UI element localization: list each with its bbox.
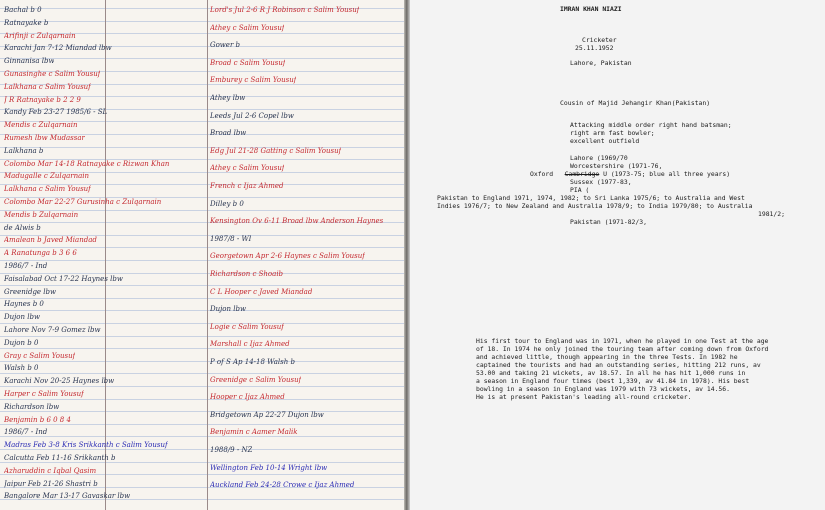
handwritten-entry: 1987/8 - WI bbox=[210, 234, 252, 243]
handwritten-entry: Emburey c Salim Yousuf bbox=[210, 76, 297, 85]
biography-line: and achieved little, though appearing in the three Tests. In 1982 he bbox=[476, 353, 738, 361]
handwritten-entry: Gower b bbox=[210, 41, 240, 50]
playing-style-3: excellent outfield bbox=[570, 137, 640, 145]
ruled-line bbox=[0, 411, 404, 412]
handwritten-entry: Dujon lbw bbox=[210, 305, 246, 314]
handwritten-entry: Azharuddin c Iqbal Qasim bbox=[4, 466, 97, 475]
handwritten-entry: Dilley b 0 bbox=[210, 199, 244, 208]
handwritten-entry: Leeds Jul 2-6 Copel lbw bbox=[210, 111, 294, 120]
handwritten-entry: de Alwis b bbox=[4, 223, 41, 232]
biography-line: 53.00 and taking 21 wickets, av 18.57. In all he has hit 1,000 runs in bbox=[476, 369, 746, 377]
handwritten-entry: Harper c Salim Yousuf bbox=[4, 390, 84, 398]
handwritten-page bbox=[0, 0, 404, 510]
date-of-birth: 25.11.1952 bbox=[575, 44, 614, 52]
handwritten-entry: Calcutta Feb 11-16 Srikkanth b bbox=[4, 454, 116, 462]
biography-line: a season in England four times (best 1,339, av 41.84 in 1978). His best bbox=[476, 377, 750, 385]
handwritten-entry: Edg Jul 21-28 Gatting c Salim Yousuf bbox=[210, 146, 342, 155]
handwritten-entry: Gunasinghe c Salim Yousuf bbox=[4, 70, 101, 78]
ruled-line bbox=[0, 58, 404, 59]
handwritten-entry: Karachi Jan 7-12 Miandad lbw bbox=[4, 44, 112, 53]
handwritten-entry: Bridgetown Ap 22-27 Dujon lbw bbox=[210, 410, 324, 419]
birthplace: Lahore, Pakistan bbox=[570, 59, 632, 67]
handwritten-entry: Dujon lbw bbox=[4, 313, 40, 322]
handwritten-entry: Arifinji c Zulqarnain bbox=[4, 31, 76, 40]
playing-style-1: Attacking middle order right hand batsman; bbox=[570, 121, 732, 129]
ruled-line bbox=[0, 310, 404, 311]
handwritten-entry: Rumesh lbw Mudassar bbox=[4, 134, 85, 142]
ruled-line bbox=[0, 348, 404, 349]
handwritten-entry: 1986/7 - Ind bbox=[4, 428, 48, 437]
handwritten-entry: Faisalabad Oct 17-22 Haynes lbw bbox=[4, 274, 123, 283]
handwritten-entry: Richardson c Shoaib bbox=[210, 270, 284, 278]
tours-line-2: Indies 1976/7; to New Zealand and Australia 1978/9; to India 1979/80; to Australia bbox=[437, 202, 753, 210]
column-divider bbox=[207, 0, 208, 510]
handwritten-entry: Mendis c Zulqarnain bbox=[4, 121, 78, 130]
handwritten-entry: Georgetown Apr 2-6 Haynes c Salim Yousuf bbox=[210, 252, 365, 261]
handwritten-entry: 1986/7 - Ind bbox=[4, 262, 48, 270]
handwritten-entry: Ratnayake b bbox=[4, 18, 49, 27]
handwritten-entry: Haynes b 0 bbox=[4, 300, 44, 309]
player-role: Cricketer bbox=[582, 36, 617, 44]
handwritten-entry: Lalkhana c Salim Yousuf bbox=[4, 82, 91, 91]
handwritten-entry: J R Ratnayake b 2 2 9 bbox=[4, 95, 81, 104]
biography-line: bowling in a season in England was 1979 with 73 wickets, av 14.56. bbox=[476, 385, 730, 393]
ruled-line bbox=[0, 147, 404, 148]
handwritten-entry: Greenidge c Salim Yousuf bbox=[210, 375, 302, 384]
ruled-line bbox=[0, 336, 404, 337]
handwritten-entry: Gray c Salim Yousuf bbox=[4, 351, 76, 360]
handwritten-entry: Wellington Feb 10-14 Wright lbw bbox=[210, 463, 328, 472]
playing-style-2: right arm fast bowler; bbox=[570, 129, 655, 137]
team-2: Worcestershire (1971-76, bbox=[570, 162, 663, 170]
handwritten-entry: Madras Feb 3-8 Kris Srikkanth c Salim Yousuf bbox=[4, 441, 168, 450]
struck-word: Cambridge bbox=[564, 170, 600, 178]
handwritten-entry: Lord's Jul 2-6 R J Robinson c Salim Yousuf bbox=[210, 6, 360, 14]
handwritten-entry: Madugalle c Zulqarnain bbox=[4, 172, 90, 181]
handwritten-entry: Kensington Ov 6-11 Broad lbw Anderson Haynes bbox=[210, 217, 384, 226]
handwritten-entry: Athey lbw bbox=[210, 94, 246, 102]
handwritten-entry: 1988/9 - NZ bbox=[210, 446, 253, 454]
handwritten-entry: Kandy Feb 23-27 1985/6 - SL bbox=[4, 108, 108, 117]
biography-line: He is at present Pakistan's leading all-round cricketer. bbox=[476, 393, 692, 401]
tours-line-1: Pakistan to England 1971, 1974, 1982; to Sri Lanka 1975/6; to Australia and West bbox=[437, 194, 745, 202]
ruled-line bbox=[0, 373, 404, 374]
typed-page bbox=[410, 0, 825, 510]
handwritten-entry: Auckland Feb 24-28 Crowe c Ijaz Ahmed bbox=[210, 481, 355, 490]
handwritten-entry: Lalkhana b bbox=[4, 146, 44, 155]
ruled-line bbox=[0, 436, 404, 437]
handwritten-entry: Richardson lbw bbox=[4, 402, 60, 411]
player-name: IMRAN KHAN NIAZI bbox=[560, 5, 622, 13]
handwritten-entry: Amalean b Javed Miandad bbox=[4, 236, 97, 245]
handwritten-entry: Greenidge lbw bbox=[4, 287, 57, 296]
handwritten-entry: Benjamin c Aamer Malik bbox=[210, 428, 298, 437]
test-career: Pakistan (1971-82/3, bbox=[570, 218, 647, 226]
handwritten-entry: Marshall c Ijaz Ahmed bbox=[210, 340, 290, 349]
handwritten-entry: French c Ijaz Ahmed bbox=[210, 182, 284, 190]
handwritten-entry: Mendis b Zulqarnain bbox=[4, 210, 79, 219]
handwritten-entry: Logie c Salim Yousuf bbox=[210, 322, 284, 331]
handwritten-entry: Broad lbw bbox=[210, 129, 247, 138]
family-relation: Cousin of Majid Jehangir Khan(Pakistan) bbox=[560, 99, 711, 107]
handwritten-entry: Dujon b 0 bbox=[4, 338, 39, 347]
team-3-text: Oxford Cambridge U (1973-75; blue all three years) bbox=[530, 170, 731, 178]
tours-line-3: 1981/2; bbox=[758, 210, 785, 218]
handwritten-entry: Athey c Salim Yousuf bbox=[210, 23, 285, 32]
handwritten-entry: Jaipur Feb 21-26 Shastri b bbox=[4, 479, 98, 488]
handwritten-entry: Athey c Salim Yousuf bbox=[210, 164, 285, 173]
handwritten-entry: Bachal b 0 bbox=[4, 6, 42, 14]
handwritten-entry: Colombo Mar 22-27 Gurusinha c Zulqarnain bbox=[4, 198, 162, 206]
handwritten-entry: Karachi Nov 20-25 Haynes lbw bbox=[4, 377, 115, 386]
handwritten-entry: Colombo Mar 14-18 Ratnayake c Rizwan Khan bbox=[4, 159, 170, 168]
handwritten-entry: Walsh b 0 bbox=[4, 364, 39, 373]
ruled-line bbox=[0, 323, 404, 324]
ruled-line bbox=[0, 21, 404, 22]
biography-line: captained the tourists and had an outstanding series, hitting 212 runs, av bbox=[476, 361, 761, 369]
team-4: Sussex (1977-83, bbox=[570, 178, 632, 186]
handwritten-entry: C L Hooper c Javed Miandad bbox=[210, 287, 313, 296]
ruled-line bbox=[0, 298, 404, 299]
ruled-line bbox=[0, 273, 404, 274]
handwritten-entry: Benjamin b 6 0 8 4 bbox=[4, 415, 71, 424]
handwritten-entry: Lahore Nov 7-9 Gomez lbw bbox=[4, 326, 101, 334]
handwritten-entry: Lalkhana c Salim Yousuf bbox=[4, 185, 91, 194]
handwritten-entry: Bangalore Mar 13-17 Gavaskar lbw bbox=[4, 492, 131, 501]
biography-line: His first tour to England was in 1971, when he played in one Test at the age bbox=[476, 337, 769, 345]
team-1: Lahore (1969/70 bbox=[570, 154, 628, 162]
biography-line: of 18. In 1974 he only joined the touring team after coming down from Oxford bbox=[476, 345, 769, 353]
handwritten-entry: Hooper c Ijaz Ahmed bbox=[210, 393, 285, 402]
handwritten-entry: P of S Ap 14-18 Walsh b bbox=[210, 358, 295, 366]
ruled-line bbox=[0, 361, 404, 362]
ruled-line bbox=[0, 285, 404, 286]
handwritten-entry: Broad c Salim Yousuf bbox=[210, 58, 286, 67]
handwritten-entry: A Ranatunga b 3 6 6 bbox=[4, 249, 77, 258]
margin-line bbox=[105, 0, 106, 510]
team-5: PIA ( bbox=[570, 186, 590, 194]
handwritten-entry: Ginnanisa lbw bbox=[4, 57, 55, 66]
